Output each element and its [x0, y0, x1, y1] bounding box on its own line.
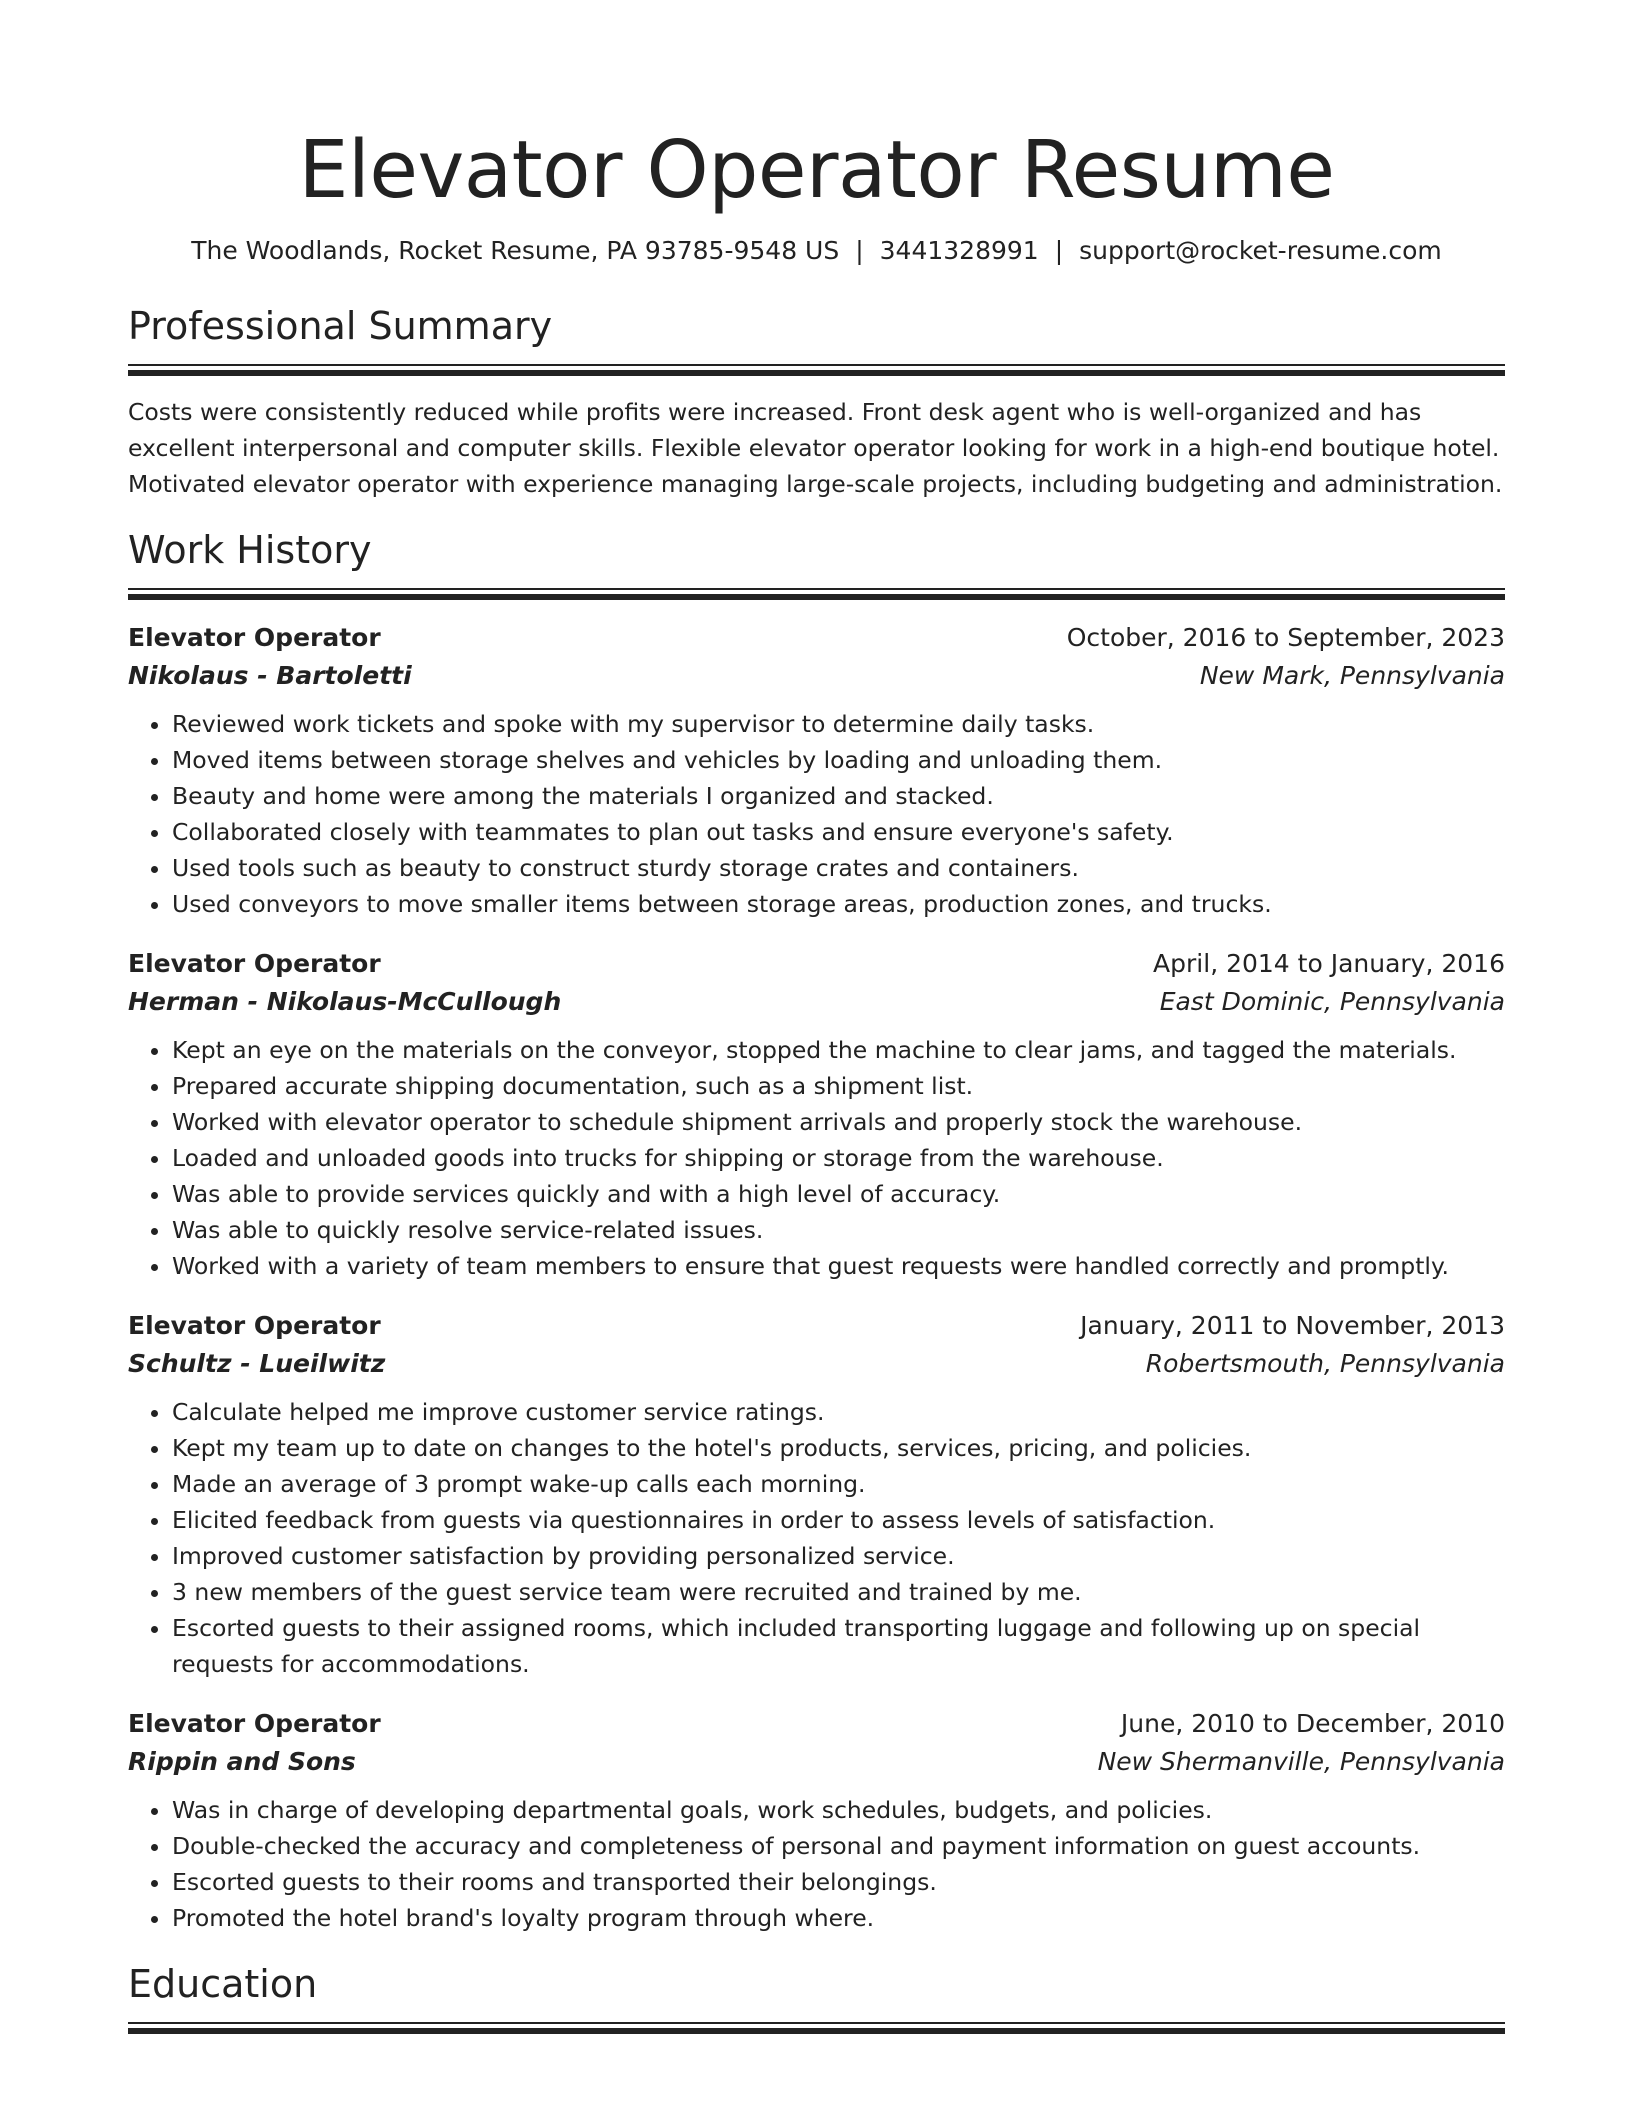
- job-bullet: • Beauty and home were among the materials I organized and stacked.: [172, 778, 1505, 814]
- job-bullet: • Was able to provide services quickly and with a high level of accuracy.: [172, 1176, 1505, 1212]
- job-bullet: • Used conveyors to move smaller items between storage areas, production zones, and trucks.: [172, 886, 1505, 922]
- section-divider: [128, 2022, 1505, 2034]
- resume-title: Elevator Operator Resume: [298, 124, 1335, 216]
- education-heading: Education: [128, 1962, 318, 2006]
- job-bullet: • Moved items between storage shelves and vehicles by loading and unloading them.: [172, 742, 1505, 778]
- summary-section: [128, 302, 1505, 502]
- job-subheader: [128, 1344, 1505, 1384]
- job-bullet: • Was able to quickly resolve service-related issues.: [172, 1212, 1505, 1248]
- contact-phone: 3441328991: [879, 236, 1039, 265]
- section-divider: [128, 588, 1505, 600]
- job-bullet: • Worked with a variety of team members to ensure that guest requests were handled correctly and promptly.: [172, 1248, 1505, 1284]
- job-bullets: [128, 706, 1505, 922]
- job-location: Robertsmouth, Pennsylvania: [1145, 1349, 1505, 1378]
- job-entry: [128, 620, 1505, 922]
- job-bullets: [128, 1394, 1505, 1682]
- job-bullet: • Collaborated closely with teammates to plan out tasks and ensure everyone's safety.: [172, 814, 1505, 850]
- job-subheader: [128, 982, 1505, 1022]
- job-bullet: • Improved customer satisfaction by providing personalized service.: [172, 1538, 1505, 1574]
- job-location: East Dominic, Pennsylvania: [1159, 987, 1505, 1016]
- job-bullet: • Elicited feedback from guests via questionnaires in order to assess levels of satisfaction.: [172, 1502, 1505, 1538]
- work-history-section: [128, 526, 1505, 1936]
- contact-email: support@rocket-resume.com: [1079, 236, 1442, 265]
- job-dates: June, 2010 to December, 2010: [1120, 1709, 1505, 1738]
- job-dates: October, 2016 to September, 2023: [1066, 623, 1505, 652]
- contact-separator: |: [1054, 236, 1064, 265]
- summary-text: Costs were consistently reduced while profits were increased. Front desk agent who is well-organized and has excellent interpersonal and computer skills. Flexible elevator operator looking for work in a high-end boutique hotel. Motivated elevator operator with experience managing large-scale projects, including budgeting and administration.: [128, 398, 1503, 498]
- job-header: [128, 1706, 1505, 1742]
- contact-separator: |: [855, 236, 864, 265]
- job-bullet: • Escorted guests to their rooms and transported their belongings.: [172, 1864, 1505, 1900]
- job-header: [128, 620, 1505, 656]
- job-title: Elevator Operator: [128, 623, 381, 652]
- job-bullet: • Worked with elevator operator to schedule shipment arrivals and properly stock the warehouse.: [172, 1104, 1505, 1140]
- job-company: Herman - Nikolaus-McCullough: [128, 987, 562, 1016]
- job-bullet: • Loaded and unloaded goods into trucks for shipping or storage from the warehouse.: [172, 1140, 1505, 1176]
- job-company: Rippin and Sons: [128, 1747, 356, 1776]
- job-bullets: [128, 1792, 1505, 1936]
- contact-line: [128, 234, 1505, 268]
- job-bullet: • Made an average of 3 prompt wake-up calls each morning.: [172, 1466, 1505, 1502]
- job-company: Schultz - Lueilwitz: [128, 1349, 386, 1378]
- resume-page: [128, 0, 1505, 2034]
- education-section: [128, 1960, 1505, 2034]
- job-bullet: • Escorted guests to their assigned rooms, which included transporting luggage and following up on special requests for accommodations.: [172, 1610, 1505, 1682]
- job-bullet: • Calculate helped me improve customer service ratings.: [172, 1394, 1505, 1430]
- job-bullet: • Was in charge of developing departmental goals, work schedules, budgets, and policies.: [172, 1792, 1505, 1828]
- job-bullet: • Prepared accurate shipping documentation, such as a shipment list.: [172, 1068, 1505, 1104]
- job-entry: [128, 946, 1505, 1284]
- job-dates: April, 2014 to January, 2016: [1153, 949, 1505, 978]
- job-title: Elevator Operator: [128, 1709, 381, 1738]
- job-dates: January, 2011 to November, 2013: [1080, 1311, 1505, 1340]
- job-bullets: [128, 1032, 1505, 1284]
- job-title: Elevator Operator: [128, 1311, 381, 1340]
- job-bullet: • Kept my team up to date on changes to the hotel's products, services, pricing, and policies.: [172, 1430, 1505, 1466]
- job-location: New Mark, Pennsylvania: [1199, 661, 1505, 690]
- job-bullet: • Double-checked the accuracy and completeness of personal and payment information on guest accounts.: [172, 1828, 1505, 1864]
- job-subheader: [128, 656, 1505, 696]
- job-company: Nikolaus - Bartoletti: [128, 661, 412, 690]
- job-entry: [128, 1308, 1505, 1682]
- job-title: Elevator Operator: [128, 949, 381, 978]
- summary-heading: Professional Summary: [128, 304, 553, 348]
- job-bullet: • Used tools such as beauty to construct sturdy storage crates and containers.: [172, 850, 1505, 886]
- contact-address: The Woodlands, Rocket Resume, PA 93785-9548 US: [191, 236, 840, 265]
- job-bullet: • Reviewed work tickets and spoke with my supervisor to determine daily tasks.: [172, 706, 1505, 742]
- job-location: New Shermanville, Pennsylvania: [1097, 1747, 1505, 1776]
- job-bullet: • Promoted the hotel brand's loyalty program through where.: [172, 1900, 1505, 1936]
- job-bullet: • 3 new members of the guest service team were recruited and trained by me.: [172, 1574, 1505, 1610]
- job-subheader: [128, 1742, 1505, 1782]
- job-bullet: • Kept an eye on the materials on the conveyor, stopped the machine to clear jams, and tagged the materials.: [172, 1032, 1505, 1068]
- job-header: [128, 1308, 1505, 1344]
- section-divider: [128, 364, 1505, 376]
- job-header: [128, 946, 1505, 982]
- work-history-heading: Work History: [128, 528, 372, 572]
- job-entry: [128, 1706, 1505, 1936]
